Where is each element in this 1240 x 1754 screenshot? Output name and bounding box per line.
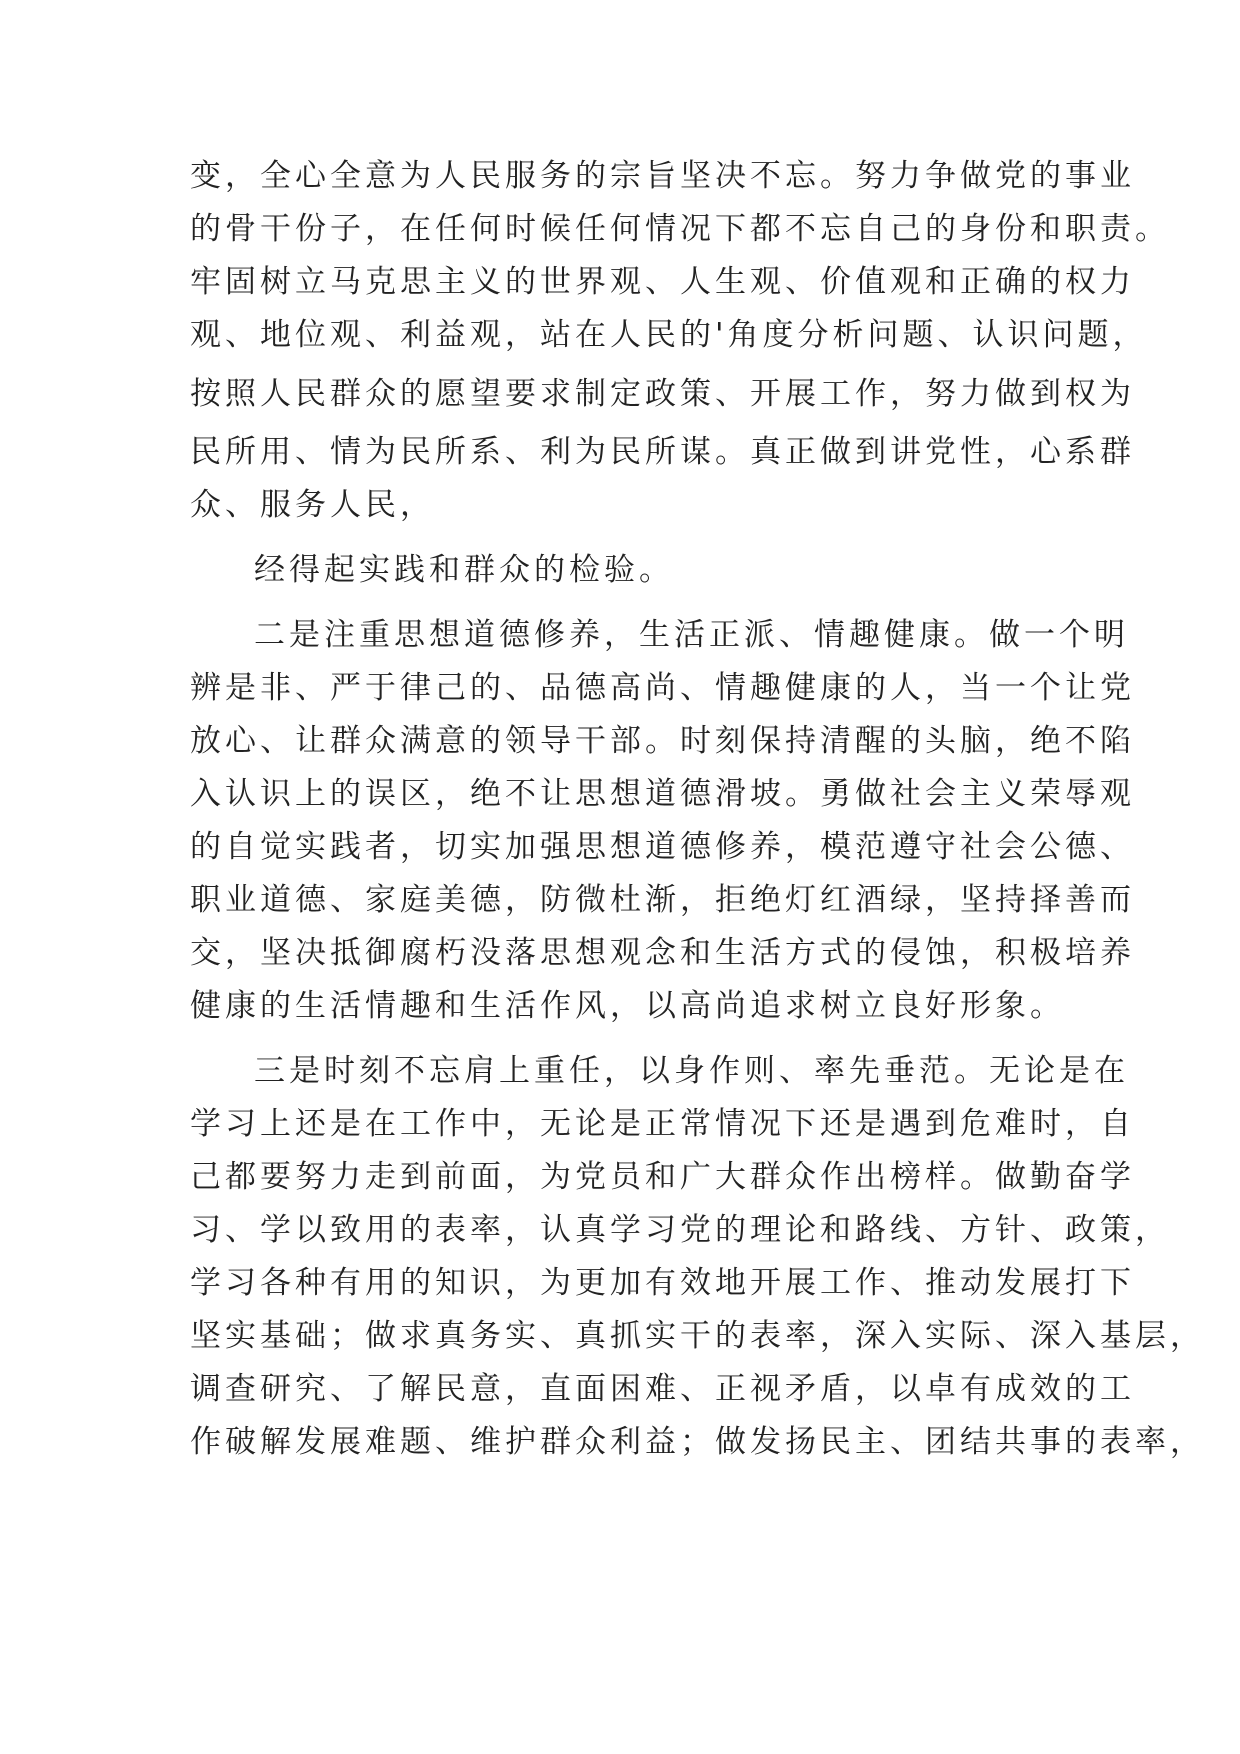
text-line: 作破解发展难题、维护群众利益；做发扬民主、团结共事的表率， xyxy=(190,1424,1205,1460)
text-line: 入认识上的误区，绝不让思想道德滑坡。勇做社会主义荣辱观 xyxy=(190,776,1135,812)
text-line: 牢固树立马克思主义的世界观、人生观、价值观和正确的权力 xyxy=(190,264,1135,300)
text-line: 习、学以致用的表率，认真学习党的理论和路线、方针、政策， xyxy=(190,1212,1170,1248)
text-line: 交，坚决抵御腐朽没落思想观念和生活方式的侵蚀，积极培养 xyxy=(190,935,1135,971)
text-line: 学习各种有用的知识，为更加有效地开展工作、推动发展打下 xyxy=(190,1265,1135,1301)
text-line: 众、服务人民， xyxy=(190,487,435,523)
text-line: 的自觉实践者，切实加强思想道德修养，模范遵守社会公德、 xyxy=(190,829,1135,865)
text-line: 二是注重思想道德修养，生活正派、情趣健康。做一个明 xyxy=(254,617,1129,653)
paragraph-2 xyxy=(190,544,1060,597)
text-line: 三是时刻不忘肩上重任，以身作则、率先垂范。无论是在 xyxy=(254,1053,1129,1089)
text-line: 放心、让群众满意的领导干部。时刻保持清醒的头脑，绝不陷 xyxy=(190,723,1135,759)
text-line: 观、地位观、利益观，站在人民的'角度分析问题、认识问题， xyxy=(190,317,1148,353)
document-body xyxy=(190,150,1205,1469)
text-line: 民所用、情为民所系、利为民所谋。真正做到讲党性，心系群 xyxy=(190,434,1135,470)
text-line: 调查研究、了解民意，直面困难、正视矛盾，以卓有成效的工 xyxy=(190,1371,1135,1407)
text-line: 辨是非、严于律己的、品德高尚、情趣健康的人，当一个让党 xyxy=(190,670,1135,706)
paragraph-1 xyxy=(190,150,1170,532)
paragraph-3 xyxy=(190,609,1135,1033)
text-line: 按照人民群众的愿望要求制定政策、开展工作，努力做到权为 xyxy=(190,376,1135,412)
text-line: 坚实基础；做求真务实、真抓实干的表率，深入实际、深入基层， xyxy=(190,1318,1205,1354)
text-line: 学习上还是在工作中，无论是正常情况下还是遇到危难时，自 xyxy=(190,1106,1135,1142)
text-line: 健康的生活情趣和生活作风，以高尚追求树立良好形象。 xyxy=(190,988,1065,1024)
text-line: 己都要努力走到前面，为党员和广大群众作出榜样。做勤奋学 xyxy=(190,1159,1135,1195)
paragraph-4 xyxy=(190,1045,1205,1469)
text-line: 变，全心全意为人民服务的宗旨坚决不忘。努力争做党的事业 xyxy=(190,158,1135,194)
text-line: 经得起实践和群众的检验。 xyxy=(254,552,674,588)
text-line: 职业道德、家庭美德，防微杜渐，拒绝灯红酒绿，坚持择善而 xyxy=(190,882,1135,918)
text-line: 的骨干份子，在任何时候任何情况下都不忘自己的身份和职责。 xyxy=(190,211,1170,247)
